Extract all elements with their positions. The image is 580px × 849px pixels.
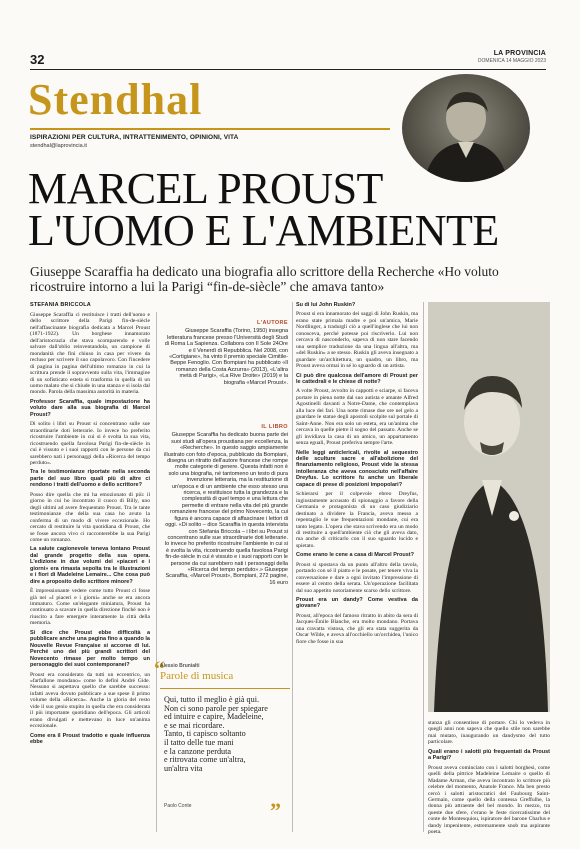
section-title: Stendhal bbox=[28, 75, 203, 124]
newspaper-name: LA PROVINCIA bbox=[493, 50, 546, 57]
portrait-illustration bbox=[402, 74, 530, 182]
interview-question: Si dice che Proust ebbe difficoltà a pubblicare anche una pagina fino a quando la Nouvelle Revue Française si accorse di lui. Perché uno dei più grandi scrittori del Novecento rimase per molto tempo un personaggio dei suoi contemporanei? bbox=[30, 629, 150, 669]
page-number: 32 bbox=[30, 52, 45, 67]
section-email: stendhal@laprovincia.it bbox=[30, 143, 87, 149]
book-box-label: IL LIBRO bbox=[261, 424, 288, 430]
poem-line: e se mai ricordare. bbox=[164, 720, 225, 730]
quote-close-icon: ” bbox=[270, 798, 281, 823]
book-box-text: Giuseppe Scaraffia ha dedicato buona parte dei suoi studi all'opera proustiana per eccellenza, la «Recherche». In questo saggio ampiamente illustrato con foto d'epoca, pubblicato da Bompiani, disegna un ritratto dell'autore francese che rompe molte categorie di genere. Questa infatti non è solo una biografia, né tantomeno un testo di pura invenzione letteraria, ma la restituzione di un'epoca e di un ambiente che esso stesso una ricerca, e restituisce tutta la grandezza e la complessità di quel tempo e una lettura che permette di entrare nella vita del più grande romanziere francese del primo Novecento, la cui figura è ancora capace di affascinare i lettori di oggi. «Di solito – dice Scaraffia in questa intervista con Stefania Briccola – i libri su Proust si concentrano sulle sue straordinarie doti letterarie. Io invece ho preferito ricostruire l'ambiente in cui si è svolta la vita, ricostruendo quella favolosa Parigi fin-de-siècle in cui è vissuto e i suoi rapporti con le persone da cui sarebbero nati i personaggi della «Ricerca del tempo perduto».» Giuseppe Scaraffia, «Marcel Proust», Bompiani, 272 pagine, 16 euro bbox=[164, 432, 288, 586]
poem-body bbox=[164, 696, 294, 773]
poem-line: e la canzone perduta bbox=[164, 746, 232, 756]
poem-signature: Paolo Conte bbox=[164, 803, 192, 809]
column-divider bbox=[156, 312, 157, 832]
interview-answer: Proust si spostava da un punto all'altro della tavola, portando con sé il piatto e le posate, per tenere viva la conversazione e dare a ogni invitato l'impressione di essere al centro della serata. Un'operazione facilitata dal suo appetito notoriamente scarso dello scrittore. bbox=[296, 561, 418, 594]
proust-photo-image bbox=[428, 302, 550, 712]
interview-answer: Proust era considerato da tutti un eccentrico, un «farfallone mondano» come lo definì André Gide. Nessuno si aspettava quello che sarebbe successo: infatti aveva dovuto pubblicare a sue spese il primo volume della «Ricerca». Anche la gloria del resto vide il suo genio stupito in quella che era considerata il più importante quotidiano dell'epoca. Gli articoli erano divulgati e mettevano in luce un'anima eccezionale. bbox=[30, 671, 150, 730]
poem-line: ed intuire e capire, Madeleine, bbox=[164, 712, 264, 722]
poem-line: Qui, tutto il meglio è già qui. bbox=[164, 695, 260, 704]
interview-question: Come era il Proust tradotto e quale influenza ebbe bbox=[30, 732, 150, 746]
interview-answer: Proust aveva cominciato con i salotti borghesi, come quelli della pittrice Madeleine Lemaire o quello di Madame Arman, che aveva incontrato lo scrittore più celebre del momento, Anatole France. Ma ben presto cercò i salotti aristocratici del Faubourg Saint-Germain, come quello della contessa Greffulhe, la donna più attraente del bel mondo. In mezzo, tra queste due sfere, c'erano le feste ricercatissime del conte de Montesquiou, ispiratore del barone Charlus e dandy impenitente, estremamente snob ma aspirante poeta. bbox=[428, 764, 550, 836]
interview-question: Proust era un dandy? Come vestiva da giovane? bbox=[296, 597, 418, 610]
poem-header bbox=[160, 663, 290, 682]
poem-title: Parole di musica bbox=[160, 670, 234, 682]
interview-answer: stanza gli consentisse di portare. Chi lo vedeva in quegli anni non sapeva che quello stile non sarebbe mai mutato, inaugurando un dandysmo del tutto particolare. bbox=[428, 720, 550, 746]
poem-line: Non ci sono parole per spiegare bbox=[164, 703, 268, 713]
interview-answer: Proust si era innamorato dei saggi di John Ruskin, ma erano state primala madre e poi un'amica, Marie Nordlinger, a tradurgli ciò a quell'inglese che lui non conosceva, perché potesse poi riscriverlo. Lui non cercava di nasconderlo, sapeva di non stare facendo una semplice traduzione da una lingua all'altra, ma «del Ruskin» a se stesso. Ruskin gli aveva insegnato a guardare un'architettura, un quadro, un libro, ma Proust aveva ormai in sé lo sguardo di un artista. bbox=[296, 311, 418, 370]
headline-line-2: L'UOMO E L'AMBIENTE bbox=[28, 206, 499, 255]
photo-illustration bbox=[428, 302, 550, 712]
article-column-4 bbox=[428, 720, 550, 839]
article-subtitle: Giuseppe Scaraffia ha dedicato una biografia allo scrittore della Recherche «Ho voluto ricostruire intorno a lui la Parigi “fin-de-siècle” che amava tanto» bbox=[30, 264, 499, 294]
interview-answer: Posso dire quella che mi ha emozionato di più: il giorno in cui ho incontrato il cuoco di Billy, uno degli ultimi ad avere frequentato Proust. Tra le tante testimonianze che della sua casa ho avuto la conferma di un modo di vivere eccezionale. Ho cercato di restituire la vita quotidiana di Proust, che se fosse ancora vivo ci racconterebbe la sua Parigi come un romanzo. bbox=[30, 491, 150, 543]
poem-line: un'altra vita bbox=[164, 763, 203, 773]
interview-question: La salute cagionevole teneva lontano Proust dal grande progetto della sua opera. L'edizione in due volumi dei «piaceri e i giorni» era rimasta sepolta tra le illustrazioni e i fiori di Madeleine Lemaire... Che cosa può dire a proposito dello scrittore minore? bbox=[30, 546, 150, 585]
poem-author: Alessio Brunialti bbox=[160, 663, 200, 669]
section-tagline: ISPIRAZIONI PER CULTURA, INTRATTENIMENTO, OPINIONI, VITA bbox=[30, 134, 239, 141]
interview-question: Professor Scaraffia, quale impostazione ha voluto dare alla sua biografia di Marcel Proust? bbox=[30, 398, 150, 418]
article-column-3 bbox=[296, 302, 418, 648]
interview-question: Su di lui John Ruskin? bbox=[296, 302, 356, 308]
interview-question: Nelle leggi anticlericali, rivolte al sequestro delle sculture sacre e all'abolizione del finanziamento religioso, Proust vide la stessa intolleranza che aveva conosciuto nell'affaire Dreyfus. Lo scrittore fu anche un liberale capace di prese di posizioni impopolari? bbox=[296, 449, 418, 488]
column-divider bbox=[423, 302, 424, 832]
interview-question: Quali erano i salotti più frequentati da Proust a Parigi? bbox=[428, 748, 550, 762]
poem-rule bbox=[160, 688, 290, 689]
article-headline bbox=[28, 164, 548, 255]
author-box bbox=[164, 320, 288, 386]
byline: STEFANIA BRICCOLA bbox=[30, 302, 91, 308]
interview-answer: Di solito i libri su Proust si concentrano sulle sue straordinarie doti letterarie. Io invece ho preferito ricostruire l'ambiente in cui si è svolta la sua vita, ricostruendo quella favolosa Parigi fin-de-siècle in cui è vissuto e i suoi rapporti con le persone da cui sarebbero nati i personaggi della «Ricerca del tempo perduto». bbox=[30, 421, 150, 466]
headline-line-1: MARCEL PROUST bbox=[28, 164, 383, 213]
author-box-label: L'AUTORE bbox=[257, 320, 288, 326]
interview-answer: Schierarsi per il colpevole ebreo Dreyfus, ingiustamente accusato di spionaggio a favore della Germania e protagonista di un caso giudiziario destinato a dividere la Francia, aveva messo a repentaglio le sue frequentazioni mondane, cui era tanto legato. L'opera che stava scrivendo era un modo di restituire a quell'ambiente ciò che gli aveva dato, ma anche di criticarlo con il suo sguardo lucido e spietato. bbox=[296, 491, 418, 549]
interview-question: Ci può dire qualcosa dell'amore di Proust per le cattedrali e le chiese di notte? bbox=[296, 372, 418, 385]
section-rule bbox=[30, 128, 390, 130]
interview-answer: Proust, all'epoca del famoso ritratto in abito da sera di Jacques-Émile Blanche, era molto mondano. Portava una cravatta vistosa, che gli era stata suggerita da Oscar Wilde, e aveva all'occhiello un'orchidea, l'unico fiore che fosse in sua bbox=[296, 612, 418, 645]
interview-answer: È impressionante vedere come tutto Proust ci fosse già nei «I piaceri e i giorni» anche se era ancora immaturo. Come un'elegante miniatura, Proust ha continuato a scavare in quella direzione finché non è riuscito a fare emergere interamente la città della memoria. bbox=[30, 588, 150, 627]
poem-line: il tatto delle tue mani bbox=[164, 737, 234, 747]
book-box bbox=[164, 424, 288, 586]
interview-question: Come erano le cene a casa di Marcel Proust? bbox=[296, 552, 414, 559]
interview-answer: Giuseppe Scaraffia ci restituisce i tratti dell'uomo e dello scrittore della Parigi fin-de-siècle nell'affascinante biografia dedicata a Marcel Proust (1871-1922). Un borghese innamorato dell'aristocrazia che stava scomparendo e volle salvare dall'oblio reinventandola, un campione di mondanità che finì chiuso in casa per vivere da recluso per scrivere il suo capolavoro. Con l'incedere di pagina in pagina dell'ultimo romanzo in cui la scrittura prende il sopravvento sulla vita, l'immagine di un sofisticato esteta si trasforma in quella di un uomo malato che si chiude in una stanza e si isola dal mondo. Parola della massima autorità in materia. bbox=[30, 312, 150, 396]
quote-open-icon: “ bbox=[154, 656, 165, 681]
interview-question: Tra le testimonianze riportate nella seconda parte del suo libro quali più di altre ci rendono i tratti dell'uomo e dello scrittore? bbox=[30, 469, 150, 489]
poem-line: Tanto, ti capisco soltanto bbox=[164, 729, 246, 739]
author-box-text: Giuseppe Scaraffia (Torino, 1950) insegna letteratura francese presso l'Università degli Studi di Roma La Sapienza. Collabora con Il Sole 24Ore e il Venerdì di Repubblica. Nel 2008, con «Cortigiane», ha vinto il premio speciale Cimitile-Beppe Fenoglio. Con Bompiani ha pubblicato «Il romanzo della Costa Azzurra» (2013), «L'altra metà di Parigi», «La Rive Droite» (2019) e la biografia «Marcel Proust». bbox=[164, 328, 288, 386]
header-rule bbox=[30, 69, 546, 70]
stendhal-portrait-image bbox=[402, 74, 530, 182]
article-column-1 bbox=[30, 312, 150, 749]
interview-answer: A volte Proust, avvolto in cappotti e sciarpe, si faceva portare in piena notte dal suo autista e amante Alfred Agostinelli davanti a Notre-Dame, che contemplava alla luce dei fari. Una notte rimase due ore nel gelo a guardare le statue degli apostoli scolpite sul portale di Saint-Anne. Non era solo un esteta, era un'anima che cercava in quelle pietre il sogno del passato. Anche se gli invidiava la casa di un amico, un appartamento senza eguali, Proust preferiva sempre l'arte. bbox=[296, 388, 418, 447]
issue-date: DOMENICA 14 MAGGIO 2023 bbox=[477, 58, 546, 64]
poem-line: e ritrovata come un'altra, bbox=[164, 755, 246, 765]
